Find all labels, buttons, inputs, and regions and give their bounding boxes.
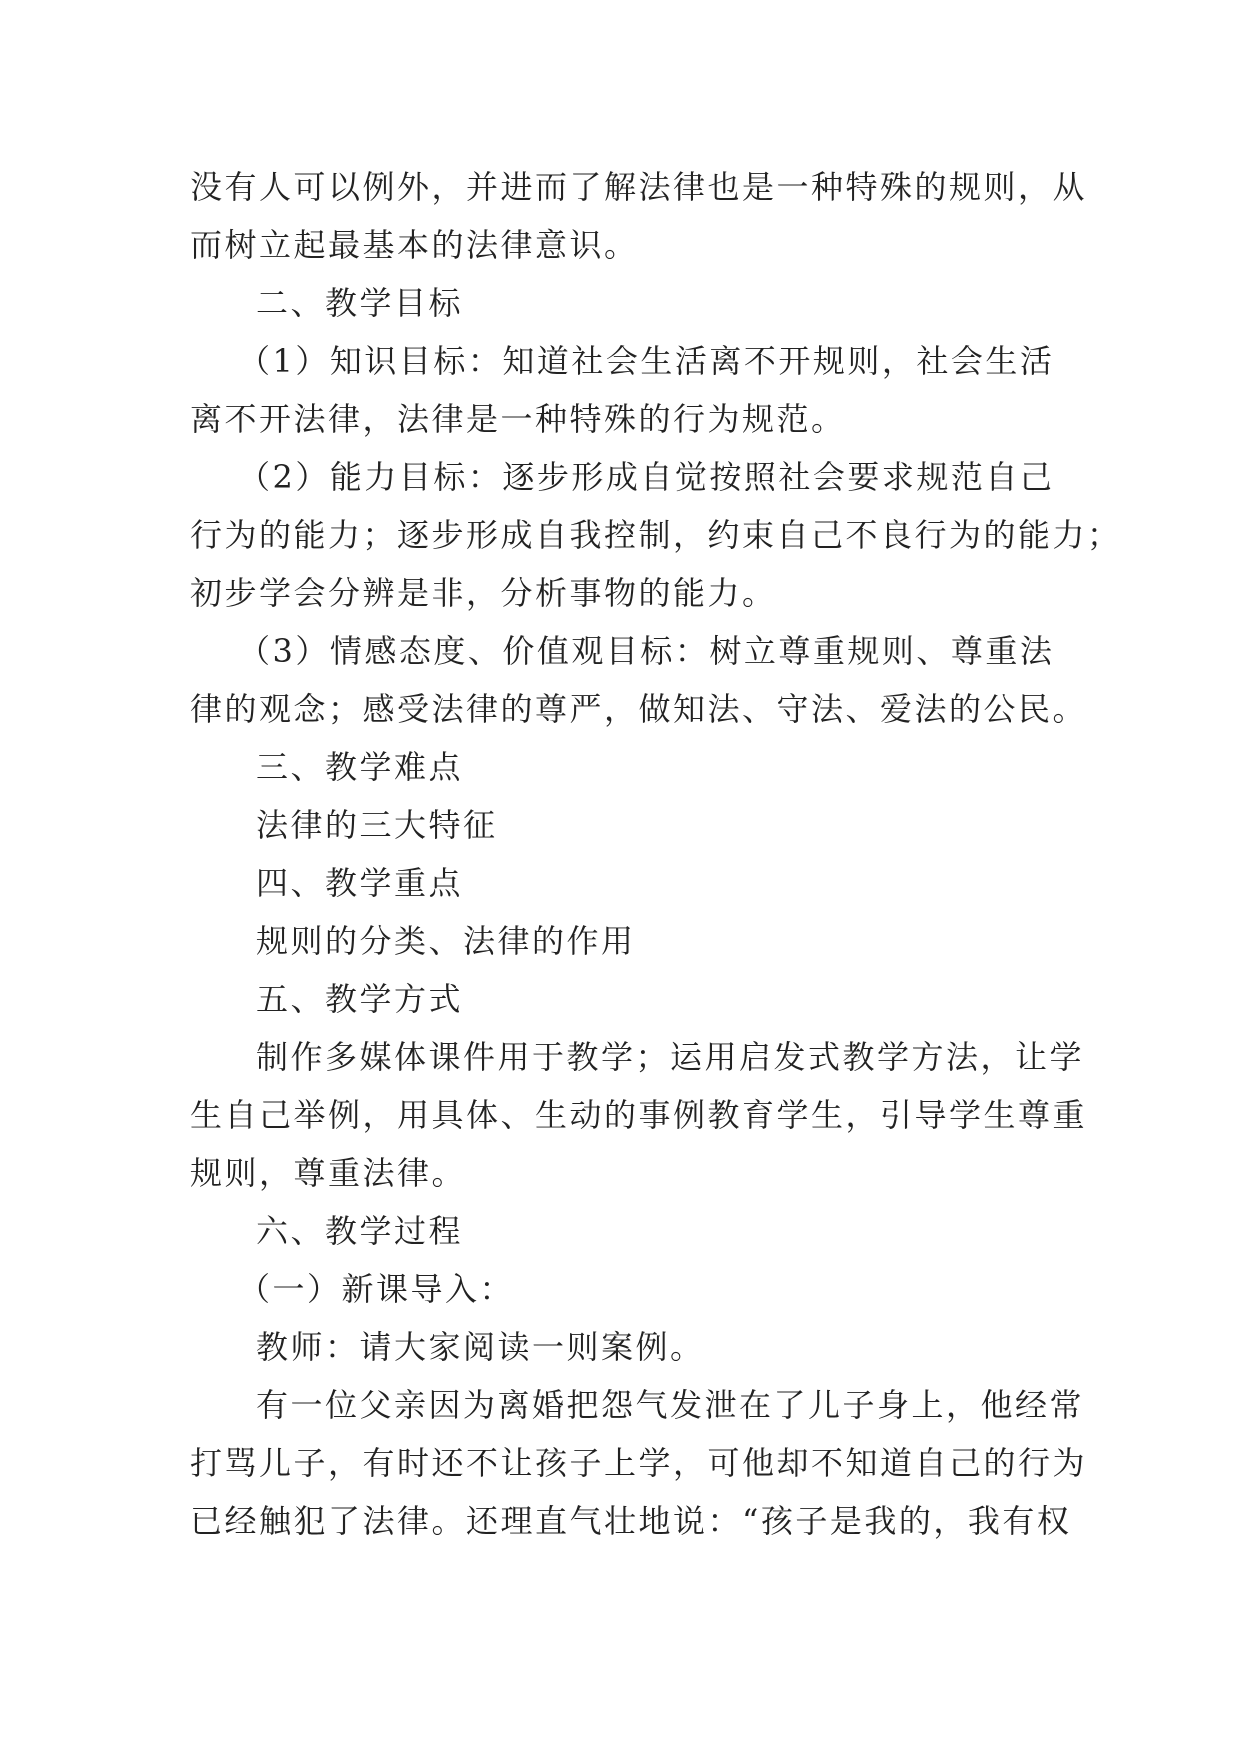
text-line: 生自己举例，用具体、生动的事例教育学生，引导学生尊重 <box>190 1096 1088 1134</box>
text-line: 律的观念；感受法律的尊严，做知法、守法、爱法的公民。 <box>190 690 1088 728</box>
text-line: 规则，尊重法律。 <box>190 1154 467 1192</box>
text-line: 而树立起最基本的法律意识。 <box>190 226 639 264</box>
text-line: 初步学会分辨是非，分析事物的能力。 <box>190 574 777 612</box>
section-heading: 二、教学目标 <box>256 284 464 322</box>
section-heading: 三、教学难点 <box>256 748 464 786</box>
text-line: （3）情感态度、价值观目标：树立尊重规则、尊重法 <box>238 632 1055 670</box>
text-line: （1）知识目标：知道社会生活离不开规则，社会生活 <box>238 342 1055 380</box>
text-line: 离不开法律，法律是一种特殊的行为规范。 <box>190 400 846 438</box>
text-line: 有一位父亲因为离婚把怨气发泄在了儿子身上，他经常 <box>256 1386 1085 1424</box>
text-line: 打骂儿子，有时还不让孩子上学，可他却不知道自己的行为 <box>190 1444 1088 1482</box>
document-body <box>190 158 1122 1550</box>
text-line: （2）能力目标：逐步形成自觉按照社会要求规范自己 <box>238 458 1055 496</box>
subsection-heading: （一）新课导入： <box>238 1270 515 1308</box>
text-line: 没有人可以例外，并进而了解法律也是一种特殊的规则，从 <box>190 168 1088 206</box>
text-line: 制作多媒体课件用于教学；运用启发式教学方法，让学 <box>256 1038 1085 1076</box>
section-heading: 五、教学方式 <box>256 980 464 1018</box>
text-line: 行为的能力；逐步形成自我控制，约束自己不良行为的能力； <box>190 516 1122 554</box>
text-line: 法律的三大特征 <box>256 806 498 844</box>
text-line: 教师：请大家阅读一则案例。 <box>256 1328 705 1366</box>
section-heading: 六、教学过程 <box>256 1212 464 1250</box>
text-line: 规则的分类、法律的作用 <box>256 922 636 960</box>
text-line: 已经触犯了法律。还理直气壮地说：“孩子是我的，我有权 <box>190 1502 1072 1540</box>
section-heading: 四、教学重点 <box>256 864 464 902</box>
